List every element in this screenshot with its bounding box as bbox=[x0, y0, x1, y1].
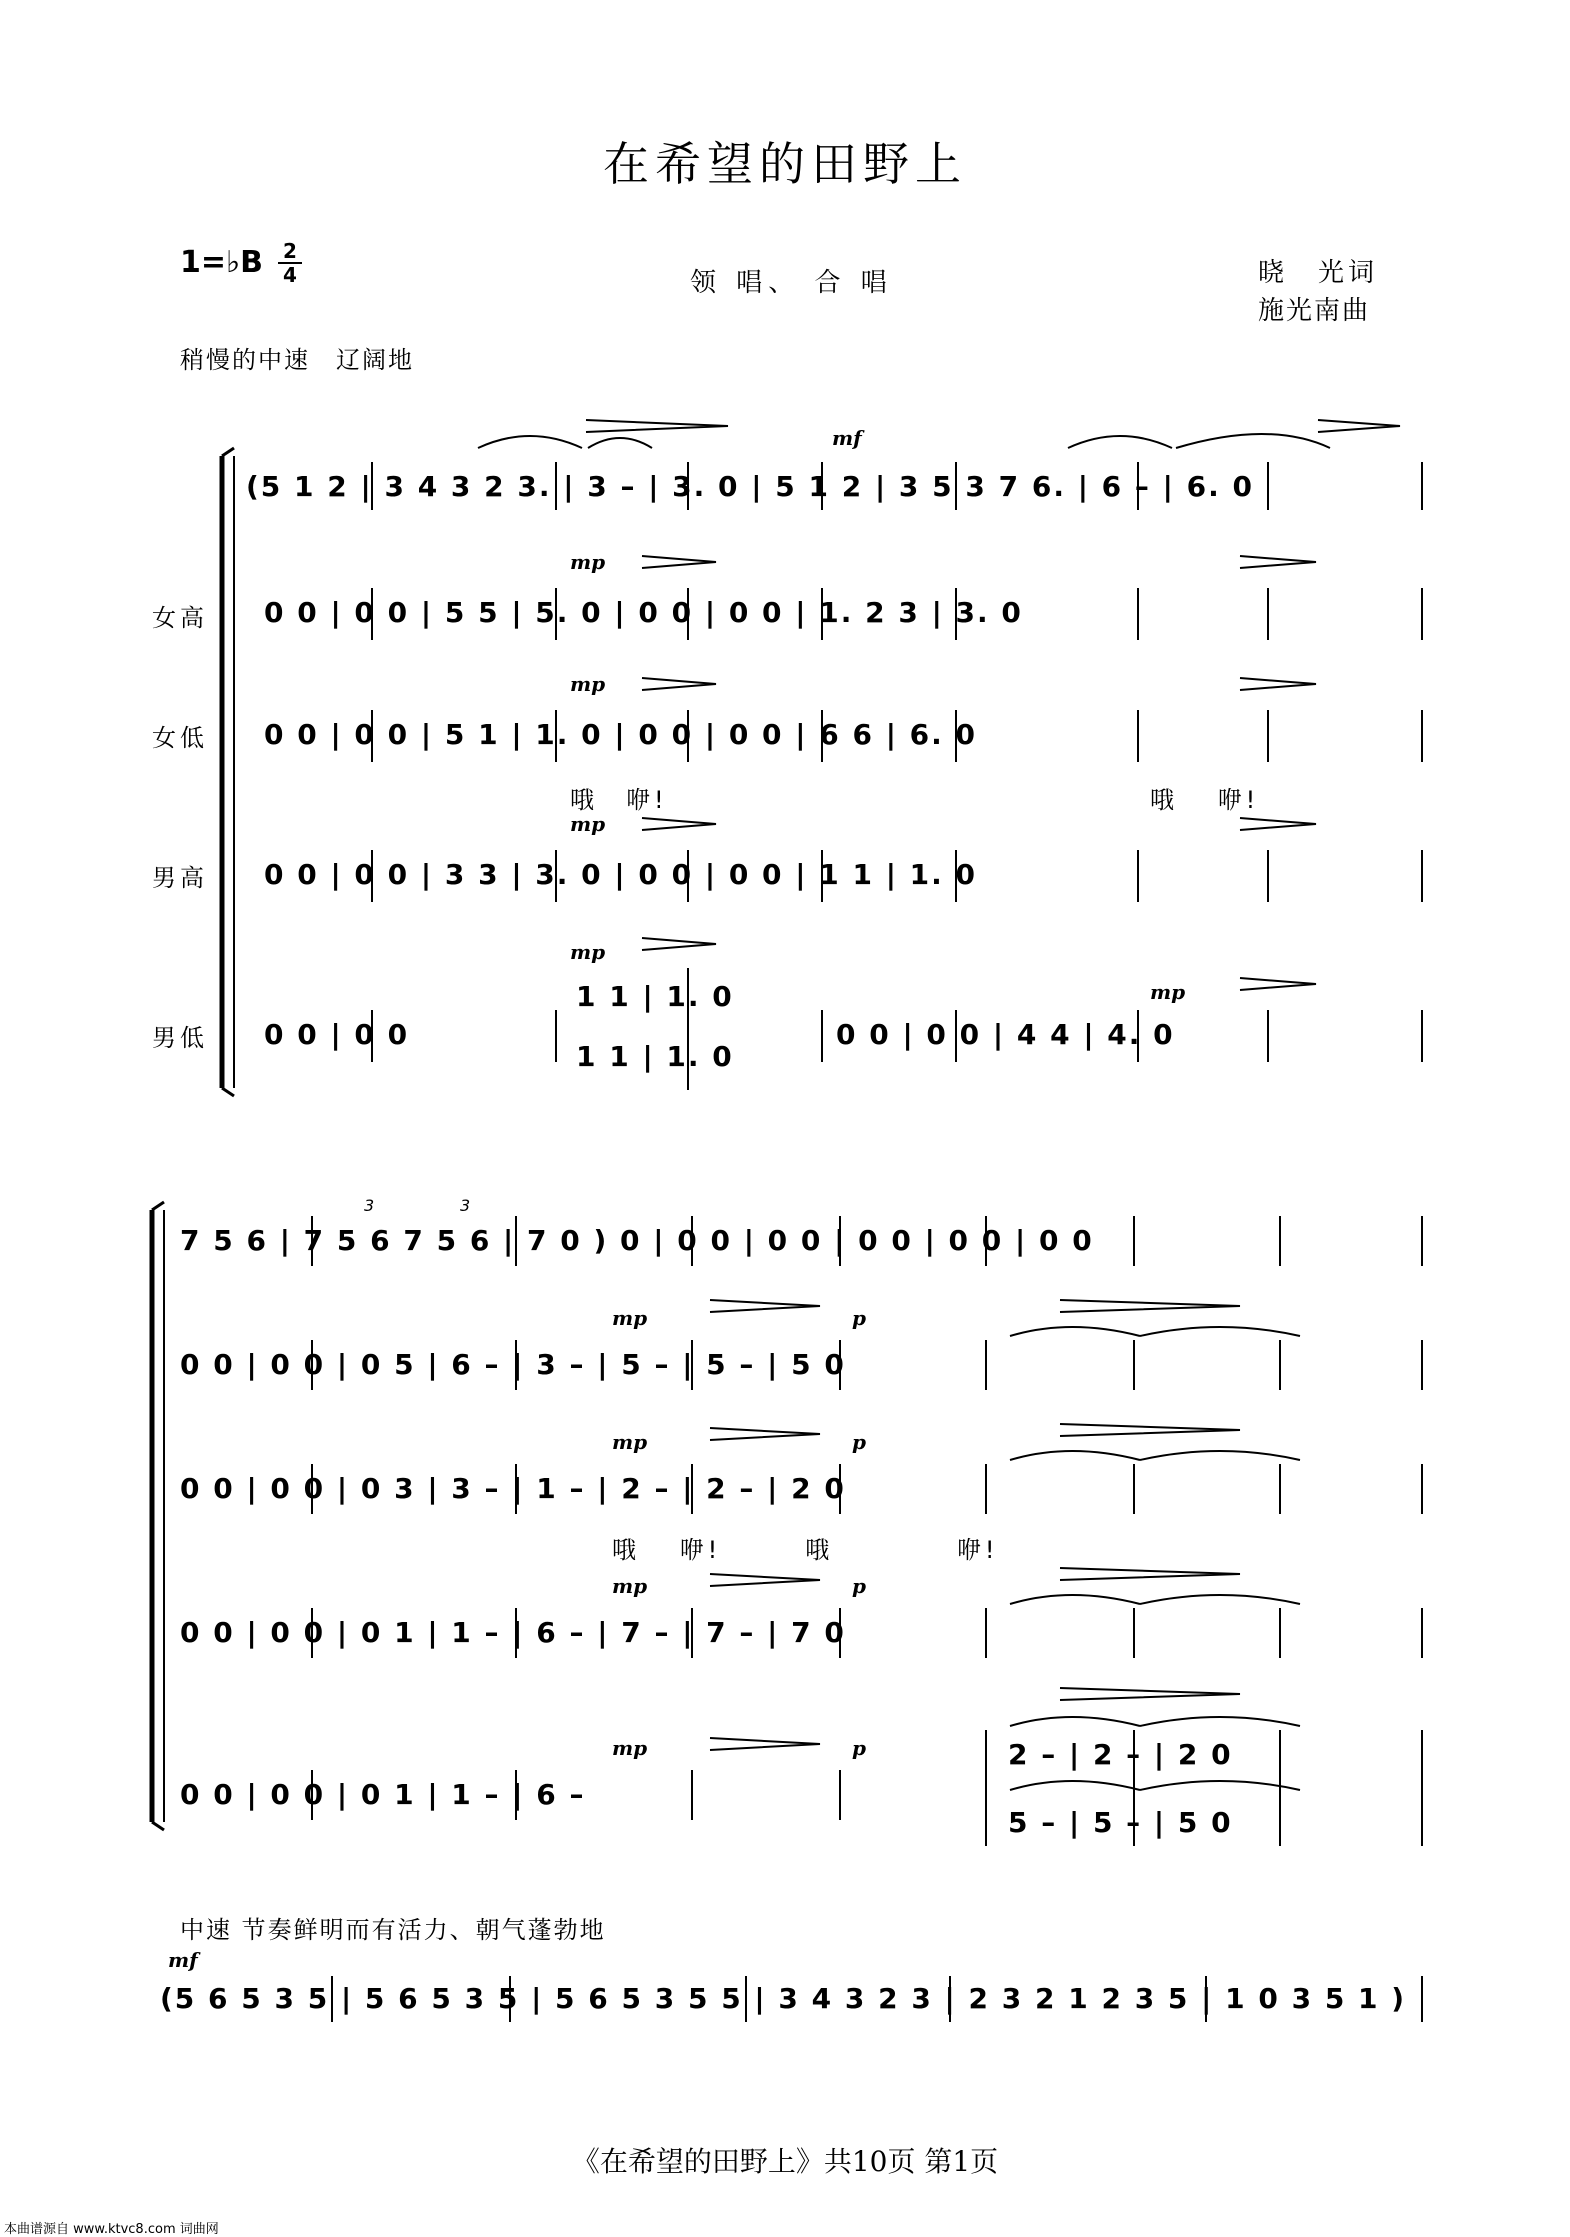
triplet-mark: 3 bbox=[364, 1196, 375, 1215]
part-label-bass: 男低 bbox=[152, 1024, 208, 1052]
dynamic-mp: mp bbox=[1150, 980, 1186, 1004]
lyric-oh-yi: 哦 咿! bbox=[570, 786, 668, 814]
system2-alto-line: 0 0 | 0 0 | 0 3 | 3 – | 1 – | 2 – | 2 – | 2 0 bbox=[180, 1472, 846, 1505]
system2-bass-upper: 2 – | 2 – | 2 0 bbox=[1008, 1738, 1233, 1771]
dynamic-mp: mp bbox=[612, 1736, 648, 1760]
dynamic-mp: mp bbox=[612, 1574, 648, 1598]
dynamic-p: p bbox=[852, 1574, 866, 1598]
system1-tenor-line: 0 0 | 0 0 | 3 3 | 3. 0 | 0 0 | 0 0 | 1 1 | 1. 0 bbox=[264, 858, 978, 891]
system1-soprano-line: 0 0 | 0 0 | 5 5 | 5. 0 | 0 0 | 0 0 | 1. 2 3 | 3. 0 bbox=[264, 596, 1023, 629]
lyric-oh-yi: 哦 咿! bbox=[1150, 786, 1260, 814]
part-label-tenor: 男高 bbox=[152, 864, 208, 892]
system2-bass-line: 0 0 | 0 0 | 0 1 | 1 – | 6 – bbox=[180, 1778, 586, 1811]
dynamic-p: p bbox=[852, 1430, 866, 1454]
dynamic-p: p bbox=[852, 1306, 866, 1330]
page-footer: 《在希望的田野上》共10页 第1页 bbox=[571, 2145, 999, 2178]
system1-bass-upper: 1 1 | 1. 0 bbox=[576, 980, 734, 1013]
time-top: 2 bbox=[283, 239, 297, 263]
tempo-marking: 稍慢的中速 辽阔地 bbox=[180, 346, 414, 374]
key-signature: 1=♭B bbox=[180, 245, 264, 280]
dynamic-mp: mp bbox=[570, 812, 606, 836]
dynamic-mp: mp bbox=[612, 1430, 648, 1454]
tempo-marking-2: 中速 节奏鲜明而有活力、朝气蓬勃地 bbox=[180, 1916, 606, 1944]
system1-intro-line: (5 1 2 | 3 4 3 2 3. | 3 – | 3. 0 | 5 1 2 | 3 5 3 7 6. | 6 – | 6. 0 bbox=[246, 470, 1254, 503]
system2-intro-line: 7 5 6 | 7 5 6 7 5 6 | 7 0 ) 0 | 0 0 | 0 0 | 0 0 | 0 0 | 0 0 bbox=[180, 1224, 1094, 1257]
lyricist: 晓 光词 bbox=[1258, 258, 1379, 288]
system2-tenor-line: 0 0 | 0 0 | 0 1 | 1 – | 6 – | 7 – | 7 – | 7 0 bbox=[180, 1616, 846, 1649]
system3-line: (5 6 5 3 5 | 5 6 5 3 5 | 5 6 5 3 5 5 | 3 4 3 2 3 | 2 3 2 1 2 3 5 | 1 0 3 5 1 ) bbox=[160, 1982, 1407, 2015]
system2-soprano-line: 0 0 | 0 0 | 0 5 | 6 – | 3 – | 5 – | 5 – | 5 0 bbox=[180, 1348, 846, 1381]
system1-bass-line: 0 0 | 0 0 bbox=[264, 1018, 410, 1051]
page-title: 在希望的田野上 bbox=[603, 137, 967, 191]
part-label-alto: 女低 bbox=[152, 724, 208, 752]
dynamic-mp: mp bbox=[570, 672, 606, 696]
time-bottom: 4 bbox=[278, 262, 302, 286]
triplet-mark: 3 bbox=[460, 1196, 471, 1215]
lyrics-line: 哦 咿! 哦 咿! bbox=[612, 1536, 999, 1564]
dynamic-mp: mp bbox=[570, 550, 606, 574]
system1-alto-line: 0 0 | 0 0 | 5 1 | 1. 0 | 0 0 | 0 0 | 6 6 | 6. 0 bbox=[264, 718, 978, 751]
dynamic-p: p bbox=[852, 1736, 866, 1760]
system1-bass-tail: 0 0 | 0 0 | 4 4 | 4. 0 bbox=[836, 1018, 1175, 1051]
dynamic-mf: mf bbox=[832, 426, 862, 450]
dynamic-mp: mp bbox=[612, 1306, 648, 1330]
dynamic-mp: mp bbox=[570, 940, 606, 964]
system2-bass-lower: 5 – | 5 – | 5 0 bbox=[1008, 1806, 1233, 1839]
subtitle: 领 唱、 合 唱 bbox=[690, 268, 893, 298]
system1-bass-lower: 1 1 | 1. 0 bbox=[576, 1040, 734, 1073]
part-label-soprano: 女高 bbox=[152, 604, 208, 632]
dynamic-mf: mf bbox=[168, 1948, 198, 1972]
watermark: 本曲谱源自 www.ktvc8.com 词曲网 bbox=[4, 2222, 219, 2237]
composer: 施光南曲 bbox=[1258, 296, 1371, 326]
